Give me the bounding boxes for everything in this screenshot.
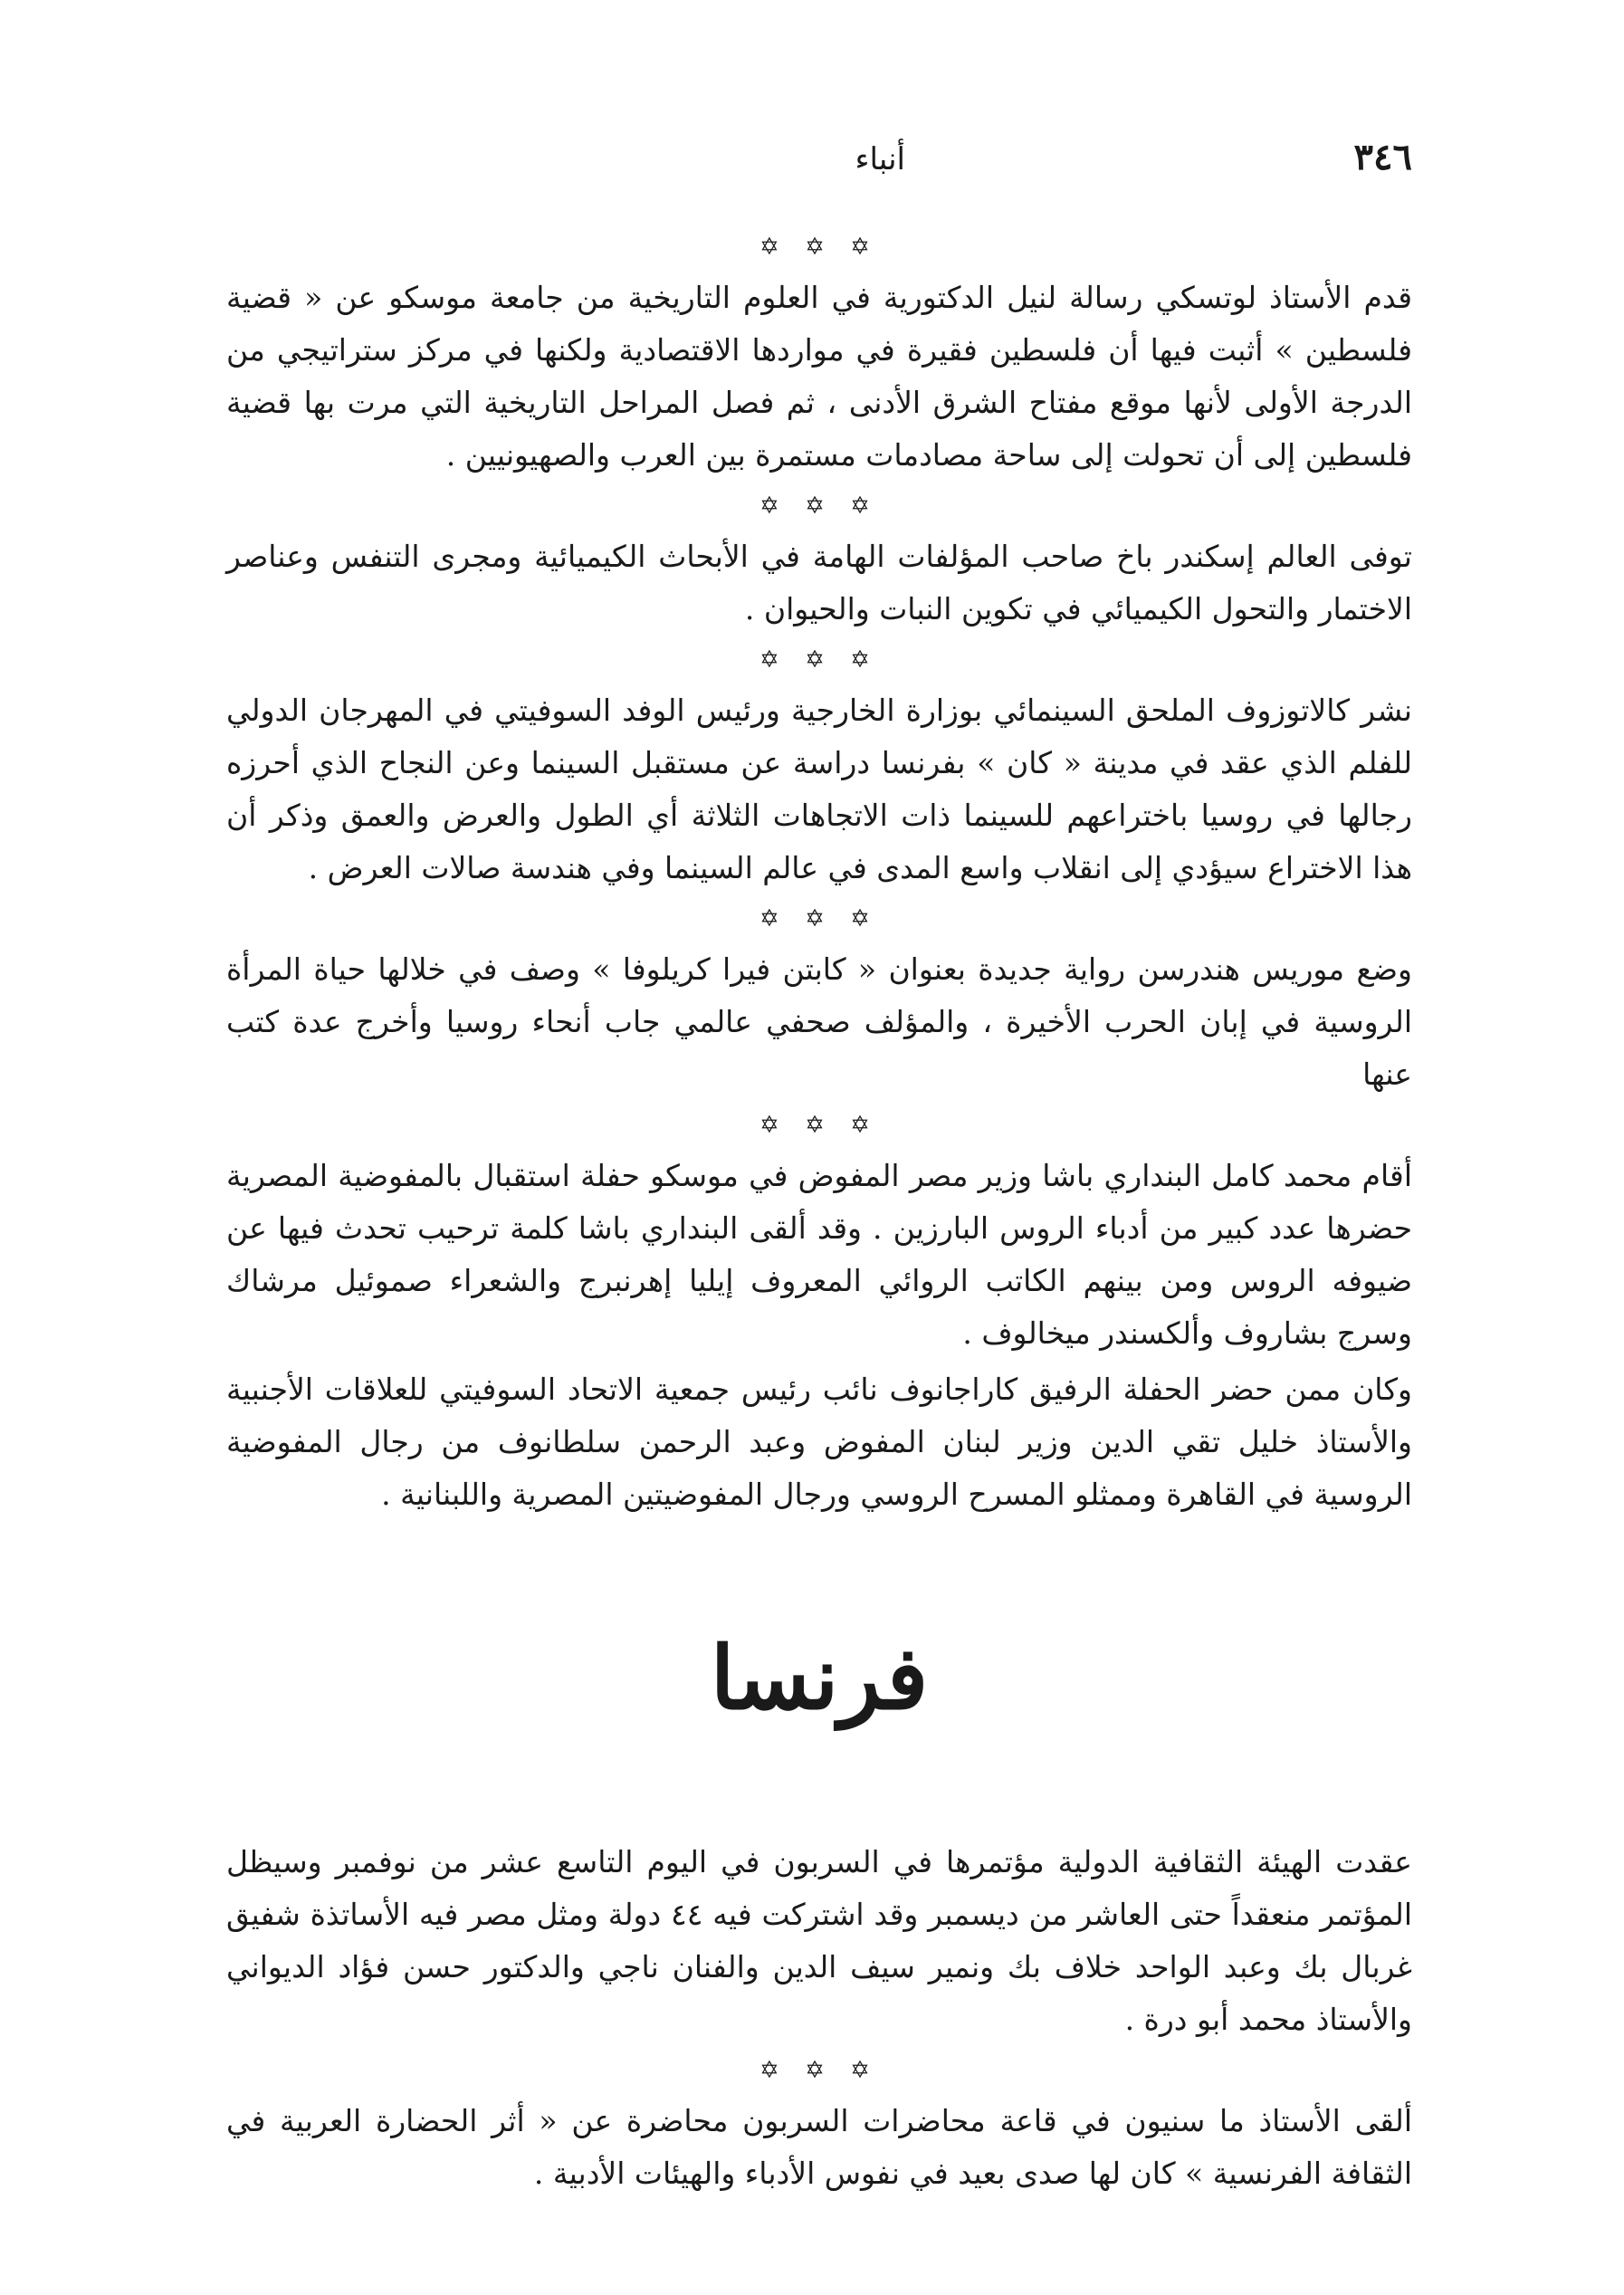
news-item-henderson: وضع موريس هندرسن رواية جديدة بعنوان « كابتن فيرا كريلوفا » وصف في خلالها حياة المرأة الروسية في إبان الحرب الأخيرة ، والمؤلف صحفي عالمي جاب أنحاء روسيا وأخرج عدة كتب عنها <box>226 951 1412 1092</box>
star-separator: ✡ ✡ ✡ <box>759 492 879 520</box>
page-number: ٣٤٦ <box>1353 136 1412 178</box>
page-header <box>199 136 1412 190</box>
news-item-lutsky: قدم الأستاذ لوتسكي رسالة لنيل الدكتورية في العلوم التاريخية من جامعة موسكو عن « قضية فلسطين » أثبت فيها أن فلسطين فقيرة في مواردها الاقتصادية ولكنها في مركز ستراتيجي من الدرجة الأولى لأنها موقع مفتاح الشرق الأدنى ، ثم فصل المراحل التاريخية التي مرت بها قضية فلسطين إلى أن تحولت إلى ساحة مصادمات مستمرة بين العرب والصهيونيين . <box>226 280 1412 473</box>
news-item-kalatozov: نشر كالاتوزوف الملحق السينمائي بوزارة الخارجية ورئيس الوفد السوفيتي في المهرجان الدولي للفلم الذي عقد في مدينة « كان » بفرنسا دراسة عن مستقبل السينما وعن النجاح الذي أحرزه رجالها في روسيا باختراعهم للسينما ذات الاتجاهات الثلاثة أي الطول والعرض والعمق وذكر أن هذا الاختراع سيؤدي إلى انقلاب واسع المدى في عالم السينما وفي هندسة صالات العرض . <box>226 693 1412 885</box>
news-item-bondari: أقام محمد كامل البنداري باشا وزير مصر المفوض في موسكو حفلة استقبال بالمفوضية المصرية حضرها عدد كبير من أدباء الروس البارزين . وقد ألقى البنداري باشا كلمة ترحيب تحدث فيها عن ضيوفه الروس ومن بينهم الكاتب الروائي المعروف إيليا إهرنبرج والشعراء صموئيل مرشاك وسرج بشاروف وألكسندر ميخالوف . <box>226 1158 1412 1351</box>
article-body <box>226 226 1412 2204</box>
star-separator: ✡ ✡ ✡ <box>759 234 879 261</box>
star-separator: ✡ ✡ ✡ <box>759 1112 879 1139</box>
news-item-bondari-guests: وكان ممن حضر الحفلة الرفيق كاراجانوف نائب رئيس جمعية الاتحاد السوفيتي للعلاقات الأجنبية والأستاذ خليل تقي الدين وزير لبنان المفوض وعبد الرحمن سلطانوف من رجال المفوضية الروسية في القاهرة وممثلو المسرح الروسي ورجال المفوضيتين المصرية واللبنانية . <box>226 1372 1412 1512</box>
running-head: أنباء <box>855 141 905 177</box>
news-item-unesco-conference: عقدت الهيئة الثقافية الدولية مؤتمرها في السربون في اليوم التاسع عشر من نوفمبر وسيظل المؤتمر منعقداً حتى العاشر من ديسمبر وقد اشتركت فيه ٤٤ دولة ومثل مصر فيه الأساتذة شفيق غربال بك وعبد الواحد خلاف بك ونمير سيف الدين والفنان ناجي والدكتور حسن فؤاد الديواني والأستاذ محمد أبو درة . <box>226 1844 1412 2037</box>
star-separator: ✡ ✡ ✡ <box>759 905 879 932</box>
section-gap <box>226 1525 1412 1588</box>
section-gap <box>226 1769 1412 1832</box>
section-heading-france: فرنسا <box>710 1627 929 1729</box>
star-separator: ✡ ✡ ✡ <box>759 646 879 674</box>
news-item-bach: توفى العالم إسكندر باخ صاحب المؤلفات الهامة في الأبحاث الكيميائية ومجرى التنفس وعناصر الاختمار والتحول الكيميائي في تكوين النبات والحيوان . <box>226 539 1412 626</box>
star-separator: ✡ ✡ ✡ <box>759 2057 879 2084</box>
news-item-massignon: ألقى الأستاذ ما سنيون في قاعة محاضرات السربون محاضرة عن « أثر الحضارة العربية في الثقافة الفرنسية » كان لها صدى بعيد في نفوس الأدباء والهيئات الأدبية . <box>226 2103 1412 2191</box>
